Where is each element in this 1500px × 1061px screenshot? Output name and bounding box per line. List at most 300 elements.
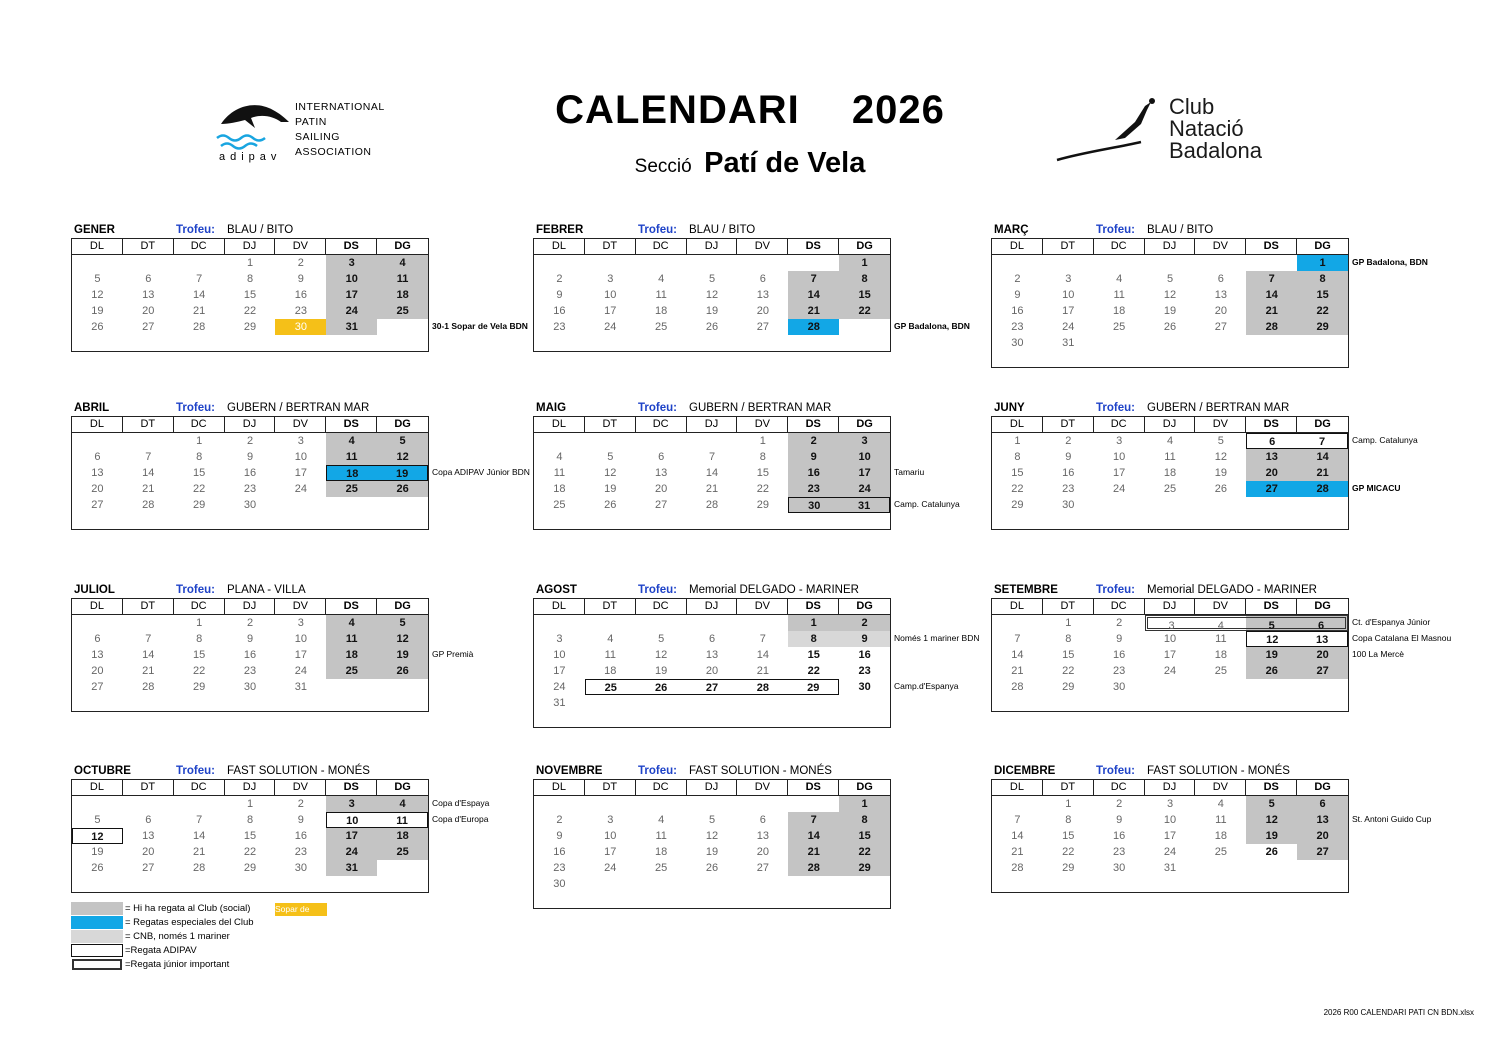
week-row <box>534 303 890 319</box>
weekday-label: DS <box>326 417 377 432</box>
month-name: ABRIL <box>74 402 110 414</box>
weekday-header <box>992 599 1348 615</box>
day-cell: 8 <box>1065 814 1072 826</box>
weekday-label: DJ <box>225 599 276 614</box>
day-cell: 23 <box>294 846 307 858</box>
week-row <box>72 663 428 679</box>
day-cell: 29 <box>1297 319 1348 335</box>
weekday-label: DS <box>1246 780 1297 795</box>
empty-cell <box>737 255 788 271</box>
empty-cell <box>534 255 585 271</box>
day-cell: 25 <box>1163 483 1177 495</box>
day-cell: 2 <box>246 435 254 447</box>
week-row <box>992 876 1348 892</box>
day-cell: 2 <box>1014 273 1021 285</box>
day-cell: 27 <box>1246 481 1297 497</box>
empty-cell <box>687 711 738 727</box>
day-cell: 25 <box>1214 846 1227 858</box>
day-cell: 31 <box>553 697 566 709</box>
day-cell: 15 <box>839 287 890 303</box>
weekday-label: DV <box>1195 239 1246 254</box>
week-row <box>534 812 890 828</box>
weekday-label: DL <box>992 239 1043 254</box>
empty-cell <box>992 351 1043 367</box>
empty-cell <box>1145 513 1196 529</box>
empty-cell <box>585 335 636 351</box>
trophy-name: FAST SOLUTION - MONÉS <box>1147 765 1290 777</box>
day-cell: 25 <box>1113 321 1126 333</box>
day-cell: 22 <box>243 846 257 858</box>
empty-cell <box>225 513 276 529</box>
day-cell: 6 <box>1297 796 1348 812</box>
empty-cell <box>687 255 738 271</box>
day-cell: 3 <box>839 433 890 449</box>
empty-cell <box>992 876 1043 892</box>
day-cell: 20 <box>1297 647 1348 663</box>
day-cell: 23 <box>553 321 566 333</box>
empty-cell <box>788 335 839 351</box>
day-cell: 29 <box>243 321 257 333</box>
weekday-label: DL <box>534 239 585 254</box>
event-note: Ct. d'Espanya Júnior <box>1352 617 1431 627</box>
day-cell: 26 <box>91 862 104 874</box>
day-cell: 27 <box>655 499 668 511</box>
day-cell: 11 <box>1113 289 1125 301</box>
legend-text: = Regatas especiales del Club <box>125 917 254 928</box>
day-cell: 4 <box>1195 615 1246 631</box>
day-cell: 5 <box>1217 435 1224 447</box>
empty-cell <box>123 513 174 529</box>
day-cell: 9 <box>839 631 890 647</box>
week-row <box>72 465 428 481</box>
day-cell: 14 <box>788 287 839 303</box>
day-cell: 24 <box>1163 665 1177 677</box>
empty-cell <box>788 513 839 529</box>
day-cell: 22 <box>1297 303 1348 319</box>
day-cell: 12 <box>1163 289 1177 301</box>
day-cell: 27 <box>1297 663 1348 679</box>
month-table <box>991 779 1349 893</box>
weekday-label: DT <box>123 417 174 432</box>
section-label: Secció <box>634 156 692 177</box>
day-cell: 17 <box>839 465 890 481</box>
empty-cell <box>275 335 326 351</box>
day-cell: 13 <box>1214 289 1227 301</box>
week-row <box>992 497 1348 513</box>
day-cell: 20 <box>1246 465 1297 481</box>
day-cell: 30 <box>1011 337 1024 349</box>
weekday-label: DG <box>394 600 411 612</box>
weekday-label: DV <box>275 417 326 432</box>
empty-cell <box>174 695 225 711</box>
empty-cell <box>636 876 687 892</box>
trophy-label: Trofeu: <box>176 402 215 414</box>
logo-line: SAILING <box>295 131 340 143</box>
empty-cell <box>1145 695 1196 711</box>
empty-cell <box>788 892 839 908</box>
weekday-label: DV <box>275 239 326 254</box>
empty-cell <box>377 860 428 876</box>
month-name: FEBRER <box>536 224 584 236</box>
empty-cell <box>585 796 636 812</box>
month-name: JULIOL <box>74 584 115 596</box>
day-cell: 1 <box>196 435 203 447</box>
weekday-header <box>72 599 428 615</box>
day-cell: 9 <box>297 814 304 826</box>
empty-cell <box>72 796 123 812</box>
empty-cell <box>992 695 1043 711</box>
day-cell: 15 <box>1062 649 1075 661</box>
empty-cell <box>1297 513 1348 529</box>
day-cell: 2 <box>297 798 304 810</box>
day-cell: 23 <box>294 305 307 317</box>
day-cell: 18 <box>1113 305 1126 317</box>
empty-cell <box>585 695 636 711</box>
day-cell: 1 <box>196 617 203 629</box>
day-cell: 23 <box>243 665 257 677</box>
day-cell: 18 <box>1214 830 1227 842</box>
day-cell: 24 <box>294 483 307 495</box>
day-cell: 19 <box>377 647 428 663</box>
month-block <box>71 582 474 712</box>
day-cell: 13 <box>1297 812 1348 828</box>
day-cell: 25 <box>326 663 377 679</box>
day-cell: 28 <box>737 679 788 695</box>
week-row <box>534 876 890 892</box>
week-row <box>72 449 428 465</box>
weekday-label: DT <box>585 599 636 614</box>
day-cell: 9 <box>297 273 304 285</box>
day-cell: 25 <box>655 862 668 874</box>
day-cell: 17 <box>1163 830 1177 842</box>
empty-cell <box>1043 876 1094 892</box>
empty-cell <box>1297 876 1348 892</box>
empty-cell <box>377 335 428 351</box>
weekday-label: DS <box>1246 239 1297 254</box>
day-cell: 3 <box>297 617 304 629</box>
week-row <box>72 287 428 303</box>
day-cell: 2 <box>1116 798 1123 810</box>
day-cell: 18 <box>655 305 668 317</box>
day-cell: 31 <box>1163 862 1177 874</box>
day-cell: 3 <box>607 814 614 826</box>
week-row <box>534 481 890 497</box>
day-cell: 10 <box>294 633 307 645</box>
legend-item <box>70 916 370 930</box>
day-cell: 12 <box>1246 631 1297 647</box>
day-cell: 19 <box>91 305 104 317</box>
day-cell: 28 <box>193 321 206 333</box>
week-row <box>534 695 890 711</box>
week-row <box>992 255 1348 271</box>
day-cell: 15 <box>756 467 769 479</box>
month-header <box>71 222 429 238</box>
day-cell: 12 <box>72 828 123 844</box>
day-cell: 28 <box>788 860 839 876</box>
day-cell: 26 <box>377 663 428 679</box>
month-header <box>533 400 891 416</box>
trophy-label: Trofeu: <box>1096 224 1135 236</box>
month-block <box>533 400 960 530</box>
weekday-label: DG <box>856 781 873 793</box>
week-row <box>534 844 890 860</box>
day-cell: 16 <box>294 830 307 842</box>
empty-cell <box>1094 695 1145 711</box>
legend-swatch-double-box <box>71 958 123 971</box>
day-cell: 30 <box>1113 681 1126 693</box>
day-cell: 11 <box>1215 633 1227 645</box>
empty-cell <box>1297 860 1348 876</box>
day-cell: 28 <box>142 499 155 511</box>
empty-cell <box>1297 335 1348 351</box>
day-cell: 6 <box>94 451 101 463</box>
weekday-label: DJ <box>1145 239 1196 254</box>
section-name: Patí de Vela <box>704 147 866 179</box>
month-header <box>991 763 1349 779</box>
day-cell: 26 <box>604 499 617 511</box>
day-cell: 22 <box>1062 846 1075 858</box>
empty-cell <box>687 513 738 529</box>
empty-cell <box>687 615 738 631</box>
day-cell: 6 <box>1297 615 1348 631</box>
day-cell: 5 <box>94 273 101 285</box>
day-cell: 16 <box>1062 467 1075 479</box>
week-row <box>992 481 1348 497</box>
day-cell: 12 <box>1214 451 1227 463</box>
weekday-header <box>72 417 428 433</box>
day-cell: 5 <box>1246 615 1297 631</box>
day-cell: 12 <box>655 649 668 661</box>
day-cell: 27 <box>756 862 769 874</box>
trophy-label: Trofeu: <box>176 584 215 596</box>
day-cell: 19 <box>91 846 104 858</box>
empty-cell <box>839 695 890 711</box>
day-cell: 5 <box>94 814 101 826</box>
empty-cell <box>788 876 839 892</box>
empty-cell <box>1094 335 1145 351</box>
empty-cell <box>275 695 326 711</box>
day-cell: 20 <box>756 305 769 317</box>
day-cell: 23 <box>858 665 871 677</box>
day-cell: 3 <box>297 435 304 447</box>
empty-cell <box>1145 255 1196 271</box>
day-cell: 1 <box>1297 255 1348 271</box>
day-cell: 30 <box>1113 862 1126 874</box>
day-cell: 2 <box>1116 617 1123 629</box>
day-cell: 10 <box>326 812 377 828</box>
day-cell: 14 <box>142 649 155 661</box>
day-cell: 2 <box>788 433 839 449</box>
week-row <box>72 860 428 876</box>
day-cell: 14 <box>756 649 769 661</box>
weekday-header <box>534 239 890 255</box>
empty-cell <box>123 433 174 449</box>
week-row <box>534 513 890 529</box>
day-cell: 6 <box>145 273 152 285</box>
month-name: JUNY <box>994 402 1025 414</box>
day-cell: 16 <box>294 289 307 301</box>
empty-cell <box>275 876 326 892</box>
week-row <box>72 433 428 449</box>
day-cell: 19 <box>1246 828 1297 844</box>
month-name: AGOST <box>536 584 577 596</box>
empty-cell <box>1246 351 1297 367</box>
day-cell: 8 <box>1065 633 1072 645</box>
day-cell: 3 <box>326 255 377 271</box>
day-cell: 22 <box>1011 483 1024 495</box>
day-cell: 6 <box>708 633 716 645</box>
empty-cell <box>636 335 687 351</box>
day-cell: 19 <box>1163 305 1177 317</box>
weekday-label: DG <box>856 418 873 430</box>
logo-line: INTERNATIONAL <box>295 101 385 113</box>
day-cell: 4 <box>607 633 614 645</box>
day-cell: 11 <box>604 649 616 661</box>
day-cell: 13 <box>756 830 769 842</box>
logo-line: Club <box>1169 94 1215 119</box>
empty-cell <box>174 255 225 271</box>
day-cell: 11 <box>377 812 428 828</box>
day-cell: 17 <box>326 828 377 844</box>
day-cell: 13 <box>705 649 719 661</box>
day-cell: 15 <box>807 649 820 661</box>
day-cell: 8 <box>196 451 203 463</box>
empty-cell <box>326 497 377 513</box>
day-cell: 1 <box>1065 617 1072 629</box>
week-row <box>72 319 428 335</box>
day-cell: 21 <box>1011 665 1024 677</box>
day-cell: 29 <box>839 860 890 876</box>
day-cell: 7 <box>788 271 839 287</box>
empty-cell <box>839 711 890 727</box>
day-cell: 29 <box>193 499 206 511</box>
day-cell: 6 <box>1246 433 1297 449</box>
day-cell: 1 <box>1065 798 1072 810</box>
day-cell: 29 <box>1062 681 1075 693</box>
day-cell: 8 <box>1297 271 1348 287</box>
weekday-label: DS <box>788 239 839 254</box>
day-cell: 21 <box>1297 465 1348 481</box>
month-table <box>533 598 891 728</box>
day-cell: 24 <box>553 681 566 693</box>
day-cell: 11 <box>655 289 667 301</box>
day-cell: 4 <box>556 451 563 463</box>
day-cell: 19 <box>604 483 617 495</box>
day-cell: 25 <box>326 481 377 497</box>
week-row <box>534 465 890 481</box>
day-cell: 19 <box>1246 647 1297 663</box>
day-cell: 18 <box>1214 649 1227 661</box>
day-cell: 14 <box>142 467 155 479</box>
weekday-label: DJ <box>687 239 738 254</box>
empty-cell <box>123 876 174 892</box>
day-cell: 21 <box>142 483 155 495</box>
day-cell: 11 <box>326 449 377 465</box>
weekday-label: DS <box>1246 417 1297 432</box>
day-cell: 9 <box>1116 633 1123 645</box>
day-cell: 16 <box>553 846 566 858</box>
day-cell: 9 <box>1014 289 1021 301</box>
weekday-label: DL <box>992 780 1043 795</box>
week-row <box>534 892 890 908</box>
day-cell: 14 <box>1011 830 1024 842</box>
weekday-header <box>992 417 1348 433</box>
weekday-label: DV <box>1195 599 1246 614</box>
day-cell: 30 <box>243 499 257 511</box>
day-cell: 28 <box>705 499 719 511</box>
day-cell: 27 <box>687 679 738 695</box>
weekday-label: DC <box>174 417 225 432</box>
day-cell: 1 <box>1014 435 1021 447</box>
month-table <box>533 416 891 530</box>
weekday-label: DT <box>1043 239 1094 254</box>
day-cell: 13 <box>91 467 104 479</box>
day-cell: 2 <box>556 814 563 826</box>
day-cell: 30 <box>553 878 566 890</box>
empty-cell <box>687 433 738 449</box>
week-row <box>534 828 890 844</box>
weekday-label: DT <box>1043 599 1094 614</box>
week-row <box>992 513 1348 529</box>
empty-cell <box>534 513 585 529</box>
file-name: 2026 R00 CALENDARI PATI CN BDN.xlsx <box>1323 1008 1474 1017</box>
empty-cell <box>326 513 377 529</box>
trophy-name: BLAU / BITO <box>689 224 756 236</box>
day-cell: 9 <box>246 451 254 463</box>
empty-cell <box>1246 860 1297 876</box>
event-note: 100 La Mercè <box>1352 649 1404 659</box>
week-row <box>992 335 1348 351</box>
event-note: GP Badalona, BDN <box>1352 257 1428 267</box>
trophy-label: Trofeu: <box>176 224 215 236</box>
day-cell: 31 <box>326 860 377 876</box>
day-cell: 13 <box>1297 631 1348 647</box>
empty-cell <box>636 695 687 711</box>
day-cell: 24 <box>839 481 890 497</box>
day-cell: 12 <box>91 289 104 301</box>
empty-cell <box>636 796 687 812</box>
week-row <box>534 796 890 812</box>
empty-cell <box>534 711 585 727</box>
day-cell: 28 <box>142 681 155 693</box>
empty-cell <box>534 335 585 351</box>
day-cell: 17 <box>326 287 377 303</box>
day-cell: 12 <box>377 631 428 647</box>
day-cell: 8 <box>759 451 766 463</box>
weekday-header <box>992 780 1348 796</box>
day-cell: 21 <box>193 846 206 858</box>
empty-cell <box>1145 679 1196 695</box>
day-cell: 20 <box>756 846 769 858</box>
day-cell: 13 <box>756 289 769 301</box>
empty-cell <box>174 335 225 351</box>
day-cell: 9 <box>1065 451 1072 463</box>
empty-cell <box>1145 876 1196 892</box>
day-cell: 15 <box>839 828 890 844</box>
day-cell: 26 <box>1214 483 1227 495</box>
month-name: NOVEMBRE <box>536 765 603 777</box>
dolphin-icon <box>215 96 295 156</box>
month-block <box>991 222 1428 368</box>
event-note: Camp.d'Espanya <box>894 681 959 691</box>
week-row <box>72 615 428 631</box>
day-cell: 21 <box>788 303 839 319</box>
event-note: GP Badalona, BDN <box>894 321 970 331</box>
day-cell: 21 <box>756 665 769 677</box>
weekday-label: DT <box>1043 780 1094 795</box>
day-cell: 14 <box>193 830 206 842</box>
day-cell: 29 <box>243 862 257 874</box>
